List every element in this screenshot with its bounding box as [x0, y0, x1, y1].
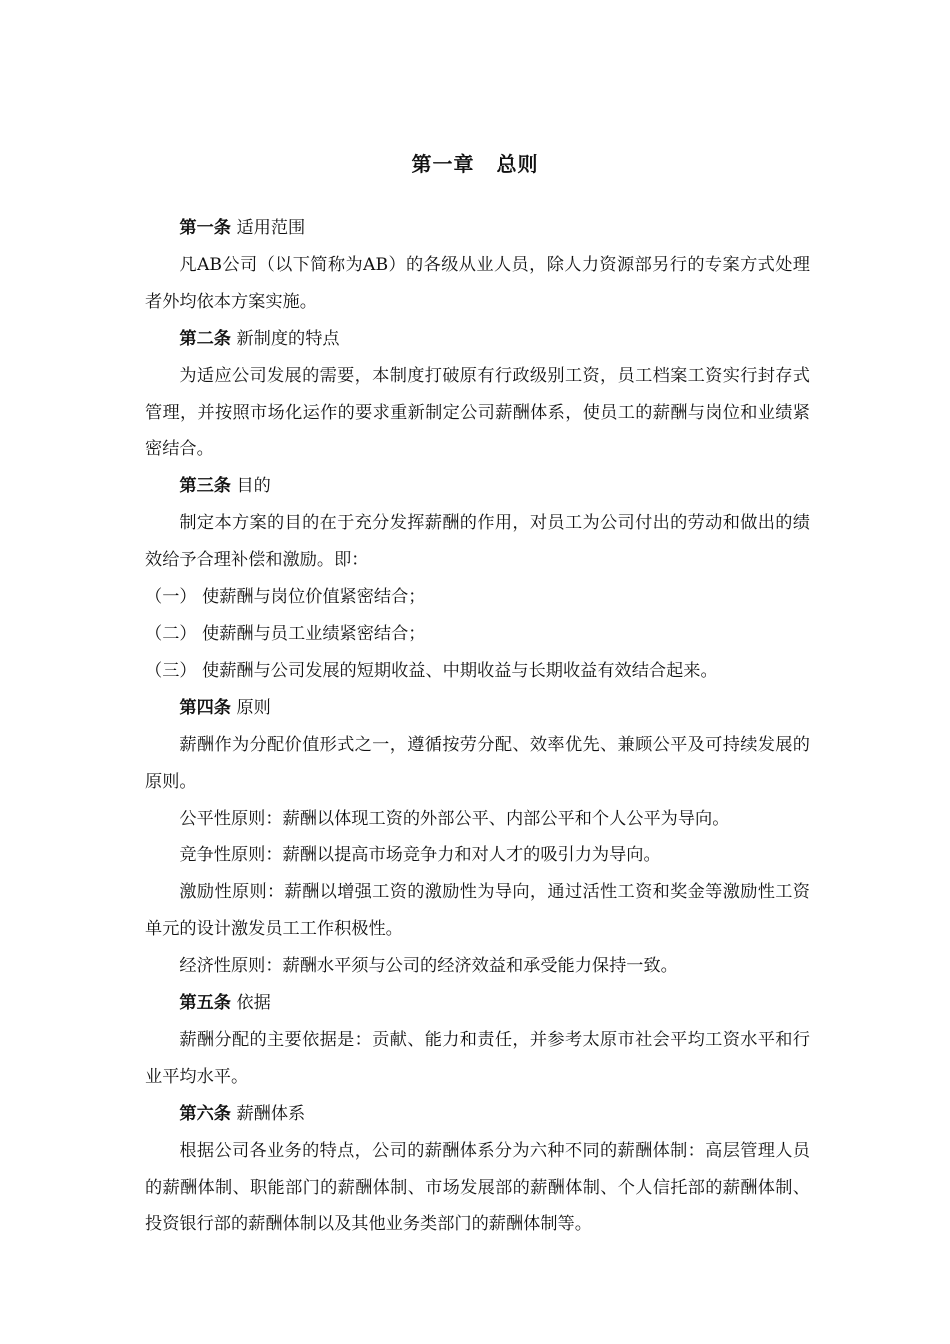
list-item: （三） 使薪酬与公司发展的短期收益、中期收益与长期收益有效结合起来。 [145, 660, 718, 681]
article-heading [145, 690, 810, 727]
article-label: 第二条 [179, 328, 231, 349]
paragraph: 制定本方案的目的在于充分发挥薪酬的作用，对员工为公司付出的劳动和做出的绩效给予合理补偿和激励。即： [145, 513, 810, 571]
article-title: 新制度的特点 [236, 328, 340, 349]
list-item: （二） 使薪酬与员工业绩紧密结合； [145, 623, 426, 644]
paragraph: 激励性原则：薪酬以增强工资的激励性为导向，通过活性工资和奖金等激励性工资单元的设计激发员工工作积极性。 [145, 882, 810, 940]
article-label: 第五条 [179, 993, 231, 1014]
article-label: 第三条 [179, 476, 231, 497]
chapter-name: 总则 [496, 152, 539, 176]
list-item: （一） 使薪酬与岗位价值紧密结合； [145, 587, 426, 608]
paragraph: 根据公司各业务的特点，公司的薪酬体系分为六种不同的薪酬体制：高层管理人员的薪酬体制、职能部门的薪酬体制、市场发展部的薪酬体制、个人信托部的薪酬体制、投资银行部的薪酬体制以及其他业务类部门的薪酬体制等。 [145, 1140, 810, 1235]
article-heading [145, 985, 810, 1022]
article-heading [145, 468, 810, 505]
article-title: 薪酬体系 [236, 1103, 306, 1124]
article-heading [145, 1096, 810, 1133]
paragraph: 竞争性原则：薪酬以提高市场竞争力和对人才的吸引力为导向。 [179, 845, 661, 866]
article-label: 第六条 [179, 1103, 231, 1124]
paragraph: 公平性原则：薪酬以体现工资的外部公平、内部公平和个人公平为导向。 [179, 808, 730, 829]
article-label: 第四条 [179, 697, 231, 718]
paragraph: 薪酬分配的主要依据是：贡献、能力和责任，并参考太原市社会平均工资水平和行业平均水平。 [145, 1029, 810, 1087]
chapter-title [0, 148, 950, 177]
chapter-number: 第一章 [411, 152, 475, 176]
article-heading [145, 210, 810, 247]
paragraph: 经济性原则：薪酬水平须与公司的经济效益和承受能力保持一致。 [179, 956, 678, 977]
paragraph: 凡AB公司（以下简称为AB）的各级从业人员，除人力资源部另行的专案方式处理者外均依本方案实施。 [145, 254, 810, 312]
document-body [145, 210, 810, 1243]
article-title: 依据 [236, 993, 271, 1014]
article-title: 目的 [236, 476, 271, 497]
article-heading [145, 321, 810, 358]
paragraph: 薪酬作为分配价值形式之一，遵循按劳分配、效率优先、兼顾公平及可持续发展的原则。 [145, 734, 810, 792]
paragraph: 为适应公司发展的需要，本制度打破原有行政级别工资，员工档案工资实行封存式管理，并按照市场化运作的要求重新制定公司薪酬体系，使员工的薪酬与岗位和业绩紧密结合。 [145, 365, 810, 460]
article-label: 第一条 [179, 218, 231, 238]
article-title: 原则 [236, 697, 271, 718]
article-title: 适用范围 [236, 218, 306, 238]
